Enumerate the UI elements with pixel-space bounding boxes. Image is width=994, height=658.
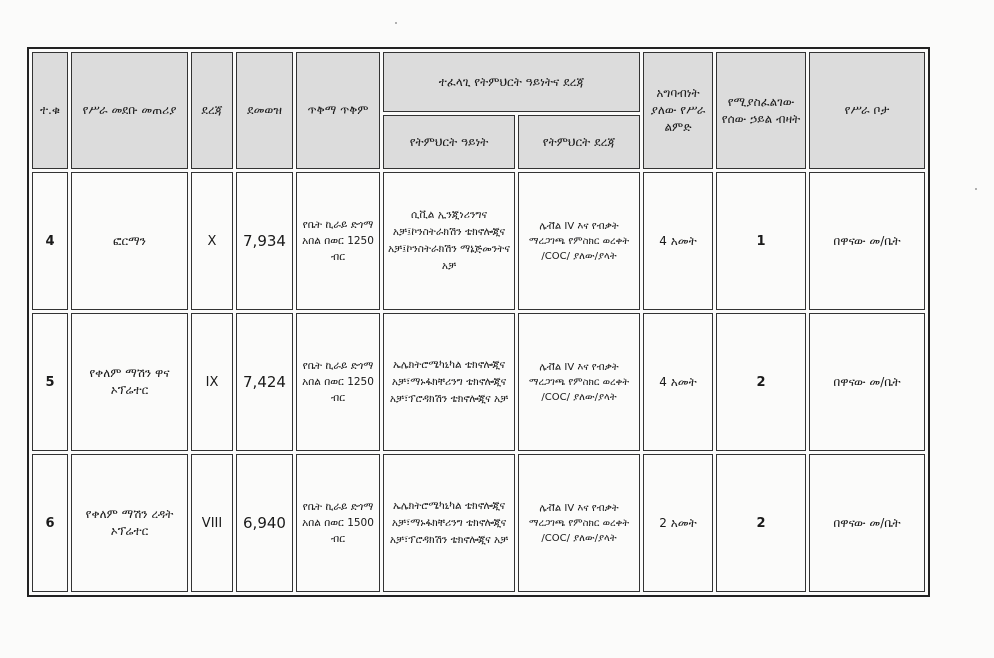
salary: 6,940: [236, 454, 293, 592]
job-grade: VIII: [191, 454, 233, 592]
header-required-count: የሚያስፈልገው የሰው ኃይል ብዛት: [716, 52, 806, 169]
header-education-group: ተፈላጊ የትምህርት ዓይነትና ደረጃ: [383, 52, 640, 112]
experience: 2 አመት: [643, 454, 713, 592]
header-grade: ደረጃ: [191, 52, 233, 169]
education-level: ሌቭል IV እና የብቃት ማረጋገጫ የምስክር ወረቀት /COC/ ያለው/ያላት: [518, 313, 640, 451]
benefit: የቤት ኪራይ ድጎማ አበል በወር 1250 ብር: [296, 313, 380, 451]
header-workplace: የሥራ ቦታ: [809, 52, 925, 169]
salary: 7,424: [236, 313, 293, 451]
table-row: [32, 313, 925, 451]
experience: 4 አመት: [643, 313, 713, 451]
required-count: 2: [716, 454, 806, 592]
table-row: [32, 172, 925, 310]
workplace: በዋናው መ/ቤት: [809, 172, 925, 310]
education-level: ሌቭል IV እና የብቃት ማረጋገጫ የምስክር ወረቀት /COC/ ያለው/ያላት: [518, 454, 640, 592]
row-number: 5: [32, 313, 68, 451]
scan-speck: [975, 188, 977, 190]
education-type: ኤሌክትሮሜካኒካል ቴክኖሎጂና አቻ፣ማኑፋክቸሪንግ ቴክኖሎጂና አቻ፣ፕሮዳክሽን ቴክኖሎጂና አቻ: [383, 454, 515, 592]
experience: 4 አመት: [643, 172, 713, 310]
required-count: 1: [716, 172, 806, 310]
workplace: በዋናው መ/ቤት: [809, 454, 925, 592]
workplace: በዋናው መ/ቤት: [809, 313, 925, 451]
job-grade: X: [191, 172, 233, 310]
job-title: ፎርማን: [71, 172, 188, 310]
education-type: ኤሌክትሮሜካኒካል ቴክኖሎጂና አቻ፣ማኑፋክቸሪንግ ቴክኖሎጂና አቻ፣ፕሮዳክሽን ቴክኖሎጂና አቻ: [383, 313, 515, 451]
job-grade: IX: [191, 313, 233, 451]
salary: 7,934: [236, 172, 293, 310]
job-title: የቀለም ማሽን ዋና ኦፕሬተር: [71, 313, 188, 451]
table-row: [32, 454, 925, 592]
job-title: የቀለም ማሽን ረዳት ኦፕሬተር: [71, 454, 188, 592]
header-job-title: የሥራ መደቡ መጠሪያ: [71, 52, 188, 169]
job-vacancy-table-frame: [27, 47, 930, 597]
header-benefit: ጥቅማ ጥቅም: [296, 52, 380, 169]
required-count: 2: [716, 313, 806, 451]
header-education-type: የትምህርት ዓይነት: [383, 115, 515, 169]
header-experience: አግባብነት ያለው የሥራ ልምድ: [643, 52, 713, 169]
header-salary: ደመወዝ: [236, 52, 293, 169]
row-number: 6: [32, 454, 68, 592]
education-type: ሲቪል ኢንጂነሪንግና አቻ፤ኮንስትራክሽን ቴክኖሎጂና አቻ፤ኮንስትራክሽን ማኔጅመንትና አቻ: [383, 172, 515, 310]
header-no: ተ.ቁ: [32, 52, 68, 169]
benefit: የቤት ኪራይ ድጎማ አበል በወር 1500 ብር: [296, 454, 380, 592]
header-education-level: የትምህርት ደረጃ: [518, 115, 640, 169]
benefit: የቤት ኪራይ ድጎማ አበል በወር 1250 ብር: [296, 172, 380, 310]
row-number: 4: [32, 172, 68, 310]
scan-speck: [395, 22, 397, 24]
education-level: ሌቭል IV እና የብቃት ማረጋገጫ የምስክር ወረቀት /COC/ ያለው/ያላት: [518, 172, 640, 310]
header-row: [32, 52, 925, 112]
job-vacancy-table: [29, 49, 928, 595]
